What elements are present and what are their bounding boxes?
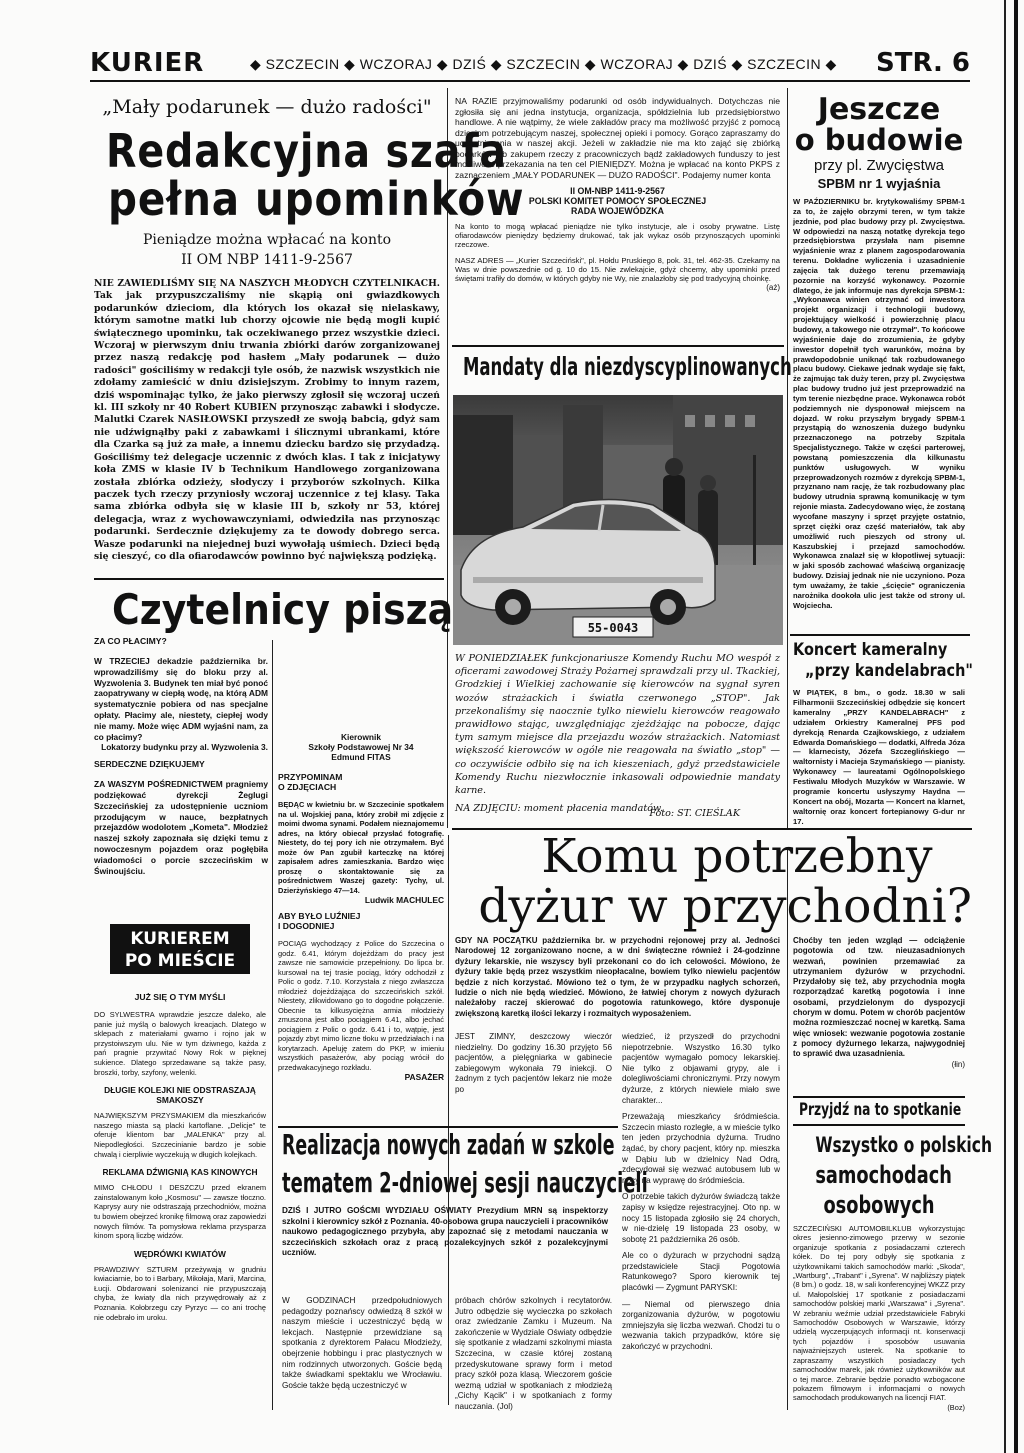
article-kicker: „Mały podarunek — dużo radości" — [102, 96, 432, 118]
kurierem-banner — [110, 924, 250, 974]
realizacja-p2: W GODZINACH przedpołudniowych pedagodzy poznańscy odwiedzą 8 szkół w naszym mieście i uczestniczyć będą w lekcjach. Następnie przewidziane są spotkania z dyrektorem Pałacu Młodzieży, obejrzenie hobbingu i prac plastycznych w nim rodzinnych utworzonych. Goście będą także świadkami spektaklu we Wrocławiu. Goście także będą uczestniczyć w — [282, 1296, 442, 1390]
kurierem-h2: DŁUGIE KOLEJKI NIE ODSTRASZAJĄ SMAKOSZY — [104, 1085, 256, 1106]
kurierem-h4: WĘDRÓWKI KWIATÓW — [134, 1248, 226, 1259]
letter-b-head: SERDECZNE DZIĘKUJEMY — [94, 759, 205, 770]
photo-headline-wrap — [455, 352, 792, 392]
letter-c-head: PRZYPOMINAM — [278, 772, 343, 782]
letter-c-head-2: O ZDJĘCIACH — [278, 782, 337, 792]
samochody-headline-block — [793, 1130, 993, 1220]
realizacja-headline-wrap — [282, 1128, 622, 1164]
section-rule — [94, 578, 444, 580]
license-plate: 55-0043 — [587, 621, 639, 635]
kurierem-h3: REKLAMA DŹWIGNIĄ KAS KINOWYCH — [102, 1167, 258, 1178]
appeal-article — [455, 96, 780, 292]
appeal-address: NASZ ADRES — „Kurier Szczeciński", pl. Hołdu Pruskiego 8, pok. 31, tel. 462-35. Czekamy na Was w dnie powszednie od g. 10 do 15. Nie zwlekajcie, gdyż chcemy, aby upominki przed świętami trafiły do domów, w których gdyby nie Wy, nie znalazłoby się pod tradycyjną choinkę. — [455, 255, 780, 284]
column-rule — [787, 850, 788, 1410]
komu-c3: Choćby ten jeden wzgląd — odciążenie pogotowia od tzw. nieuzasadnionych wezwań, powinien przemawiać za utrzymaniem dyżurów w przychodni. Przydałoby się też, aby przychodnia mogła rozporządzać karetką pogotowia i inne osobami, przydzielonym do dyspozycji chorym w domu. Potem w chorób pacjentów można rozmieszczać nocnej w karetką. Sama więc wniosek: wezwanie pogotowia zostanie z pomocy dyżurnego lekarza, najwygodniej to sprawić dwa uzasadnienia. — [793, 936, 965, 1059]
komu-c2c: O potrzebie takich dyżurów świadczą także zapisy w księdze rejestracyjnej. Oto np. w nocy 15 listopada zgłosiło się 24 chorych, w nie-dzielę 19 listopada 23 osoby, w sobotę 21 października 26 osób. — [622, 1192, 780, 1244]
samochody-headline: Wszystko o polskich — [815, 1133, 993, 1157]
kurierem-banner-line-2: PO MIEŚCIE — [124, 951, 236, 971]
letters-left — [94, 636, 268, 876]
komu-c2e: — Niemal od pierwszego dnia zorganizowania dyżurów, w pogotowiu zmniejszyła się liczba wezwań. Chodzi tu o wezwania takich przypadków, które się zakończyć w przychodni. — [622, 1299, 780, 1352]
kurierem-subhead: JUŻ SIĘ O TYM MYŚLI — [134, 992, 226, 1002]
budowa-headline: Jeszcze — [817, 92, 941, 127]
letter-b-body: ZA WASZYM POŚREDNICTWEM pragniemy podziękować dyrekcji Żeglugi Szczecińskiej za udostępnienie uczniom przodującym w nauce, bezpłatnych przejazdów wodolotem „Kometa". Młodzież naszej szkoły zapoznała się dzięki temu z nowoczesnym pojazdem oraz pogłębiła wiadomości o porcie szczecińskim w Świnoujściu. — [94, 779, 268, 876]
letter-b-sign-2: Szkoły Podstawowej Nr 34 — [308, 742, 414, 752]
budowa-headline-2: o budowie — [794, 123, 964, 157]
article-subhead: Pieniądze można wpłacać na konto — [142, 232, 392, 248]
komu-headline: Komu potrzebny — [541, 829, 933, 884]
letter-c-sign: Ludwik MACHULEC — [364, 895, 444, 905]
samochody-sign: (Boz) — [947, 1402, 965, 1412]
koncert-headline-2: „przy kandelabrach" — [805, 661, 973, 681]
page-edge — [1004, 0, 1018, 1453]
samochody-headline-2: samochodach — [815, 1161, 952, 1189]
appeal-note: Na konto to mogą wpłacać pieniądze nie tylko instytucje, ale i osoby prywatne. Listę ofiarodawców pieniędzy będziemy drukować, tak jak wykaz osób przynoszących upominki rzeczowe. — [455, 222, 780, 250]
koncert-article — [793, 640, 973, 827]
komu-col-a — [455, 1032, 612, 1096]
letter-c-body: BĘDĄC w kwietniu br. w Szczecinie spotkałem na ul. Wojskiej pana, który zrobił mi zdjęcie z moimi dwoma synami. Podałem nieznajomemu adres, na który obiecał przysłać fotografię. Niestety, do tej pory ich nie otrzymałem. Być może ów Pan zgubił karteczkę na której zapisałem adres zamieszkania. Bardzo więc proszę o skontaktowanie się za pośrednictwem Waszej gazety: Tychy, ul. Dzierżyńskiego 47—14. — [278, 800, 444, 895]
masthead — [90, 44, 970, 80]
appeal-sign: (aż) — [766, 283, 780, 293]
budowa-body: W PAŹDZIERNIKU br. krytykowaliśmy SPBM-1 za to, że zajęło obrzymi teren, w tym także jezdnie, pod plac budowy przy pl. Zwycięstwa. W odpowiedzi na naszą notatkę dyrekcja tego przedsiębiorstwa przysłała nam pisemne wyjaśnienie wraz z planem zagospodarowania terenu. Dokładne wyliczenia i uzasadnienie zajęcia tak dużego terenu przemawiają pozornie na korzyść wykonawcy. Pozornie dlatego, że jak informuje nas dyrekcja SPBM-1: „Wykonawca winien otrzymać od inwestora projekt organizacji i technologii budowy, projektujący wielkość i powierzchnię placu budowy, a takowego nie otrzymał". To końcowe wyjaśnienie daje do zrozumienia, że gdyby inwestor dopełnił tych warunków, można by prawdopodobnie uniknąć tak rozbudowanego placu budowy. Ciekawe jednak wydaje się fakt, że zajmując tak duży teren, przy pl. Zwycięstwa plac budowy trudno już jest przeprowadzić na tym terenie niezbędne prace. Wykonawca robót podziemnych nie dysponował miejscem na dojazd. W roku przyszłym brygady SPBM-1 przystąpią do wznoszenia dużego budynku przeznaczonego na potrzeby Szpitala Specjalistycznego. Także w części parterowej, powstaną pomieszczenia dla kilkunastu punktów usługowych. W wyniku przeprowadzonych rozmów z dyrekcją SPBM-1, przyznano nam rację, że tak rozbudowany plac budowy utrudnia sprawną komunikację w tym rejonie miasta. Zadecydowano więc, że zostaną wycofane maszyny i sprzęt przyjęte ostatnio, sprzęt ciężki oraz część materiałów, tak aby umożliwić ruch pieszych od strony ul. Kaszubskiej i przejazd samochodów. Wykonawca znalazł się w kłopotliwej sytuacji: w jaki sposób zachować właściwą organizację budowy. Dzisiaj jednak nie nie uczyniono. Poza tym uważamy, że takie „ścięcie" ograniczenia narożnika dookoła ulic jest także od strony ul. Wojciecha. — [793, 197, 965, 610]
kurierem-banner-line-1: KURIEREM — [130, 929, 230, 949]
komu-lead: GDY NA POCZĄTKU października br. w przychodni rejonowej przy al. Jedności Narodowej 12 zorganizowano nocne, a w dni świąteczne również i 24-godzinne dyżury lekarskie, nie wszyscy byli przekonani co do ich celowości. Mówiono, że dyżury takie będą przez wszystkim nieopłacalne, bowiem tylko niewielu pacjentów będzie z nich korzystać. Mówiono też o tym, że w przypadku nagłych schorzeń, ludzie o nich nie będą wiedzieć. Mówiono, że łatwiej chorym z nowych dyżurach należałoby raczej skierować do pogotowia ratunkowego, które dysponuje zwiększoną karetką ilości lekarzy i rozmaitych wyposażeniem. — [455, 936, 780, 1018]
letter-a-body: W TRZECIEJ dekadzie października br. wprowadziliśmy się do bloku przy al. Wyzwolenia 3. Budynek ten miał być ponoć zaopatrywany w ciepłą wodę, na którą ADM systematycznie pobiera od nas specjalne opłaty. Płacimy ale, niestety, ciepłej wody nie mamy. Może więc ADM wyjaśni nam, za co płacimy? — [94, 656, 268, 742]
budowa-article — [793, 92, 965, 610]
masthead-rule — [90, 80, 970, 82]
letters-right — [278, 636, 444, 1082]
realizacja-col-b — [455, 1296, 612, 1413]
czytelnicy-headline: Czytelnicy piszą — [112, 585, 454, 634]
letter-b-sign-1: Kierownik — [340, 732, 382, 742]
car-photo-illustration — [453, 395, 783, 645]
samochody-body-block — [793, 1224, 965, 1413]
komu-c1: JEST ZIMNY, deszczowy wieczór niedzielny. Do godziny 16.30 przyjęto 56 pacjentów, a pielęgniarka w gabinecie zabiegowym wykonała 79 iniekcji. O żadnym z tych pacjentów lekarz nie może po — [455, 1032, 612, 1094]
article-body: NIE ZAWIEDLIŚMY SIĘ NA NASZYCH MŁODYCH CZYTELNIKACH. Tak jak przypuszczaliśmy nie skąpią oni gwiazdkowych podarunków dzieciom, dla których los okazał się nielaskawy, którym samotne matki lub chorzy ojcowie nie będą mogli kupić świątecznego upominku, tak oczekiwanego przez wszystkie dzieci. Wczoraj w pierwszym dniu trwania zbiórki darów zorganizowanej przez naszą redakcję pod hasłem „Mały podarunek — dużo radości" gościliśmy w redakcji tyle osób, że nazwisk wszystkich nie zdołamy zamieścić w dniu dzisiejszym. Zrobimy to innym razem, dziś wspominając tylko, że jako pierwszy zgłosił się wczoraj uczeń kl. III szkoły nr 40 Robert KUBIEN przynosząc zabawki i słodycze. Malutki Czarek NASIŁOWSKI przyszedł ze swoją babcią, gdyż sam nie udźwignąłby paki z zabawkami i ślicznymi ubrankami, które dla Czarka są już za małe, a innemu dziecku bardzo się przydadzą. Gościliśmy też delegacje uczennic z dwóch klas. I tak z inicjatywy koła ZMS w klasie IV b Technikum Handlowego zorganizowana została zbiórka odzieży, słodyczy i przyborów szkolnych. Kilka paczek tych rzeczy przyniosły wczoraj uczennice z tej klasy. Taka sama zbiórka odbyła się w klasie III b, szkoły nr 53, której delegacja, wraz z wychowawczyniami, odwiedziła nas przynosząc podarunki. Serdecznie dziękujemy za te dowody dobrego serca. Wasze podarunki na niejednej buzi wywołają uśmiech. Dzieci będą się cieszyć, co dla ofiarodawców powinno być największą podzięką. — [94, 278, 440, 562]
komu-col-c — [793, 936, 965, 1070]
komu-sign: (łin) — [951, 1059, 965, 1069]
column-rule — [272, 640, 273, 1410]
article-headline-2: pełna upominków — [108, 172, 525, 226]
realizacja-lead-block — [282, 1206, 608, 1259]
section-rule — [790, 634, 970, 636]
photo-credit: Foto: ST. CIEŚLAK — [649, 808, 740, 820]
realizacja-col-a — [282, 1296, 442, 1391]
account-number: II OM NBP 1411-9-2567 — [181, 252, 353, 268]
photo-headline: Mandaty dla niezdyscyplinowanych — [463, 352, 792, 381]
column-rule — [448, 835, 449, 1405]
budowa-headline-3: przy pl. Zwycięstwa — [813, 157, 945, 174]
column-rule — [787, 88, 788, 828]
koncert-body: W PIĄTEK, 8 bm., o godz. 18.30 w sali Filharmonii Szczecińskiej odbędzie się koncert kameralny „PRZY KANDELABRACH" z udziałem Orkiestry Kameralnej PFS pod dyrekcją Renarda Czajkowskiego, z udziałem Edwarda Domańskiego — dodatki, Alfreda Józa — klarnecisty, Józefa Szczeglińskiego — waltornisty i Macieja Szymańskiego — pianisty. Wykonawcy — laureatami Ogólnopolskiego Festiwalu Młodych Muzyków w Warszawie. W programie koncertu usłyszymy Haydna — Koncert na obój, Mozarta — Koncert na klarnet, waltornię oraz koncert fortepianowy G-dur nr 17. — [793, 688, 965, 826]
komu-headline-2: dyżur w przychodni? — [478, 879, 972, 934]
realizacja-lead: DZIŚ I JUTRO GOŚCMI WYDZIAŁU OŚWIATY Prezydium MRN są inspektorzy szkolni i kierownicy szkół z Poznania. 40-osobowa grupa nauczycieli i pracowników naukowo pedagogicznego przybyła, aby zapoznać się z metodami nauczania w szczecińskich szkołach oraz z pracą pozalekcyjnych szkół z pozalekcyjnymi uczniów. — [282, 1206, 608, 1258]
letter-d-body: POCIĄG wychodzący z Police do Szczecina o godz. 6.41, którym dojeżdżam do pracy jest zawsze nie samowicie przepełniony. Do lipca br. kursował na tej trasie pociąg, który odchodził z Polic o godz. 7.10. Korzystała z niego zwłaszcza młodzież dojeżdżająca do szczecińskich szkół. Niestety, zlikwidowano go to dogodne połączenie. Obecnie ta kilkusyciężna armia młodzieży zmuszona jest albo pociągiem 6.41, albo jechać pociągiem z Polic o godz. 6.41 i to, wątpię, jest pojazdy zbyt mimo liczne tłoku w przedziałach i na korytarzach. Apeluję zatem do PKP, w imieniu wszystkich pasażerów, aby pociąg wrócił do przedwakacyjnego rozkładu. — [278, 939, 444, 1072]
appeal-account: II OM-NBP 1411-9-2567 — [570, 186, 665, 196]
page-number: STR. 6 — [876, 48, 970, 78]
samochody-headline-3: osobowych — [823, 1191, 935, 1219]
realizacja-headline-2: tematem 2-dniowej sesji nauczycieli — [282, 1166, 648, 1199]
realizacja-headline-2-wrap — [282, 1166, 648, 1202]
article-headline: Redakcyjna szafa — [106, 124, 507, 178]
appeal-body: NA RAZIE przyjmowaliśmy podarunki od osób indywidualnych. Dotychczas nie zgłosiła się ani jedna instytucja, organizacja, spółdzielnia lub przedsiębiorstwo handlowe. A nie wątpimy, że wiele zakładów pracy ma możliwość przyjść z pomocą dzieciom potrzebującym naszej, społecznej opieki i pomocy. Gorąco zapraszamy do uczestniczenia w naszej akcji. Jeżeli w zakładzie nie ma kto zająć się zbiórką podarków lub zakupem rzeczy z pracowniczych bądź zakładowych funduszy to jest możliwość przekazania na ten cel PIENIĘDZY. Można je wpłacać na konto PKPS z zaznaczeniem „MAŁY PODARUNEK — DUŻO RADOŚCI". Podajemy numer konta — [455, 96, 780, 180]
letter-b-sign-3: Edmund FITAS — [331, 752, 391, 762]
kurierem-column — [94, 992, 266, 1322]
kurierem-p3: MIMO CHŁODU I DESZCZU przed ekranem zainstalowanym koło „Kosmosu" — zawsze tłoczno. Kaprysy aury nie odstraszają przechodniów, można tu bowiem obejrzeć kronikę filmową oraz zapowiedzi nowych filmów. Ta pomysłowa reklama przysparza kinom sporą liczbę widzów. — [94, 1183, 266, 1241]
photo-label: NA ZDJĘCIU: moment płacenia mandatów. — [455, 803, 664, 815]
newspaper-logo: KURIER — [90, 48, 205, 78]
komu-c2d: Ale co o dyżurach w przychodni sądzą przedstawiciele Stacji Pogotowia Ratunkowego? Sporo kierownik tej placówki — Zygmunt PARYSKI: — [622, 1251, 780, 1293]
koncert-headline: Koncert kameralny — [793, 640, 948, 660]
letter-d-head-2: I DOGODNIEJ — [278, 921, 335, 931]
kurierem-p1: DO SYLWESTRA wprawdzie jeszcze daleko, ale panie już myślą o balowych kreacjach. Dlatego w sklepach z materiałami gwarno i rojno jak w przystoiwszym ulu. Nie w tym dziwnego, każda z pań pragnie przywitać Nowy Rok w pięknej sukience. Dlatego sprzedawane są także pasy, broszki, torby, szyfony, welenki. — [94, 1010, 266, 1077]
szafa-article — [94, 96, 525, 563]
realizacja-headline: Realizacja nowych zadań w szkole — [282, 1128, 615, 1161]
komu-c2: wiedzieć, iż przyszedł do przychodni niepotrzebnie. Wszystko 16.30 tylko pacjentów wymagało pomocy lekarskiej. Nie tylko z objawami grypy, ale i dolegliwościami chronicznymi. Przy nowym dyżurze, z których niewiele miało swe charakter... — [622, 1032, 780, 1105]
komu-headline-block — [462, 829, 972, 934]
komu-lead-block — [455, 936, 780, 1019]
appeal-org: POLSKI KOMITET POMOCY SPOŁECZNEJ — [528, 196, 707, 206]
headline-line-1-wrap — [94, 124, 507, 178]
kurierem-p2: NAJWIĘKSZYM PRZYSMAKIEM dla mieszkańców naszego miasta są placki kartoflane. „Delicje" te oferuje klientom bar „MALENKA" przy al. Niepodległości. Szczecinianie bardzo je sobie chwalą i cierpliwie wyczekują w długich kolejkach. — [94, 1111, 266, 1159]
car-photo — [453, 395, 783, 645]
realizacja-p3: próbach chórów szkolnych i recytatorów. Jutro odbędzie się wycieczka po szkołach oraz zwiedzanie Zamku i Muzeum. Na zakończenie w Wydziale Oświaty odbędzie się spotkanie z władzami szkolnymi miasta Szczecina, w czasie której zostaną przedyskutowane sprawy form i metod pracy szkół poza klasą. Wieczorem goście wezmą udział w spotkaniach z młodzieżą „Cichy Kącik" i w spotkaniach z formy nauczania. (Jol) — [455, 1296, 612, 1411]
letter-d-head: ABY BYŁO LUŹNIEJ — [278, 911, 361, 921]
letter-a-head: ZA CO PŁACIMY? — [94, 636, 167, 646]
appeal-org-sub: RADA WOJEWÓDZKA — [570, 206, 664, 216]
masthead-strip: ◆ SZCZECIN ◆ WCZORAJ ◆ DZIŚ ◆ SZCZECIN ◆ WCZORAJ ◆ DZIŚ ◆ SZCZECIN ◆ — [250, 56, 837, 72]
photo-caption-block — [455, 652, 780, 819]
samochody-body: SZCZECIŃSKI AUTOMOBILKLUB wykorzystując okres jesienno-zimowego przerwy w sezonie organizuje spotkania z posiadaczami czterech kółek. Do tej pory odbyły się spotkania z użytkownikami takich samochodów marki: „Skoda", „Wartburg", „Trabant" i „Syrena". W najbliższy piątek (8 bm.) o godz. 18, w sali konferencyjnej WKZZ przy ul. Małopolskiej 17 spotkanie z posiadaczami samochodów polskiej marki „Warszawa" i „Syrena". W zebraniu weźmie udział przedstawiciele Fabryki Samochodów Osobowych w Warszawie, którzy udzielą wyczerpujących informacji nt. konserwacji tych pojazdów i sposobów usuwania najważniejszych usterek. Na spotkanie to zapraszamy wszystkich posiadaczy tych samochodów marek, jak również użytkowników aut o tej marce. Zebranie będzie ponadto wzbogacone pokazem filmowym i informacjami o nowych samochodach produkowanych na licencji FIAT. — [793, 1224, 965, 1403]
headline-line-2-wrap — [94, 172, 525, 230]
samochody-promo-box — [793, 1096, 965, 1126]
letter-d-sign: PASAŻER — [404, 1072, 444, 1082]
photo-caption: W PONIEDZIAŁEK funkcjonariusze Komendy Ruchu MO wespół z oficerami zawodowej Straży Pożarnej sprawdzali przy ul. Tkackiej, Grodzkiej i Wielkiej zachowanie się kierowców na sygnał syren wozów strażackich i światła czerwonego „STOP". Jak przekonaliśmy się naocznie tylko niewielu kierowców reagowało prawidłowo stając, uwzględniając zjeżdżając na pobocze, dając tym samym miejsce dla przejazdu wozów strażackich. Natomiast większość kierowców w ogóle nie reagowała na światło „stop" — co oczywiście odbiło się na ich kieszeniach, gdyż przedstawiciele Komendy Ruchu niezwłocznie inkasowali odpowiednie mandaty karne. — [455, 653, 780, 797]
samochody-promo: Przyjdź na to spotkanie — [799, 1100, 962, 1120]
komu-c2b: Przeważają mieszkańcy śródmieścia. Szczecin miasto rozległe, a w mieście tylko ten jeden przychodnia dyżurna. Trudno żądać, by chory pacjent, który np. mieszka w Dąbiu lub w dzielnicy Nad Odrą, zdecydował się wezwać autobusem lub w nocy na wyprawę do śródmieścia. — [622, 1112, 780, 1185]
czytelnicy-headline-wrap — [98, 585, 454, 635]
letter-b-continuation — [278, 636, 444, 732]
budowa-subhead: SPBM nr 1 wyjaśnia — [817, 176, 941, 191]
letter-a-sign: Lokatorzy budynku przy al. Wyzwolenia 3. — [101, 742, 268, 753]
kurierem-p4: PRAWDZIWY SZTURM przeżywają w grudniu kwiaciarnie, bo to i Barbary, Mikołaja, Marii, Marcina, Łucji. Obdarowani solenizanci nie przypuszczają chyba, że kwiaty dla nich przywędrowały aż z Poznania. Kołobrzegu czy Pyrzyc — co ani trochę nie odebrało im uroku. — [94, 1264, 266, 1322]
section-rule — [452, 345, 784, 347]
